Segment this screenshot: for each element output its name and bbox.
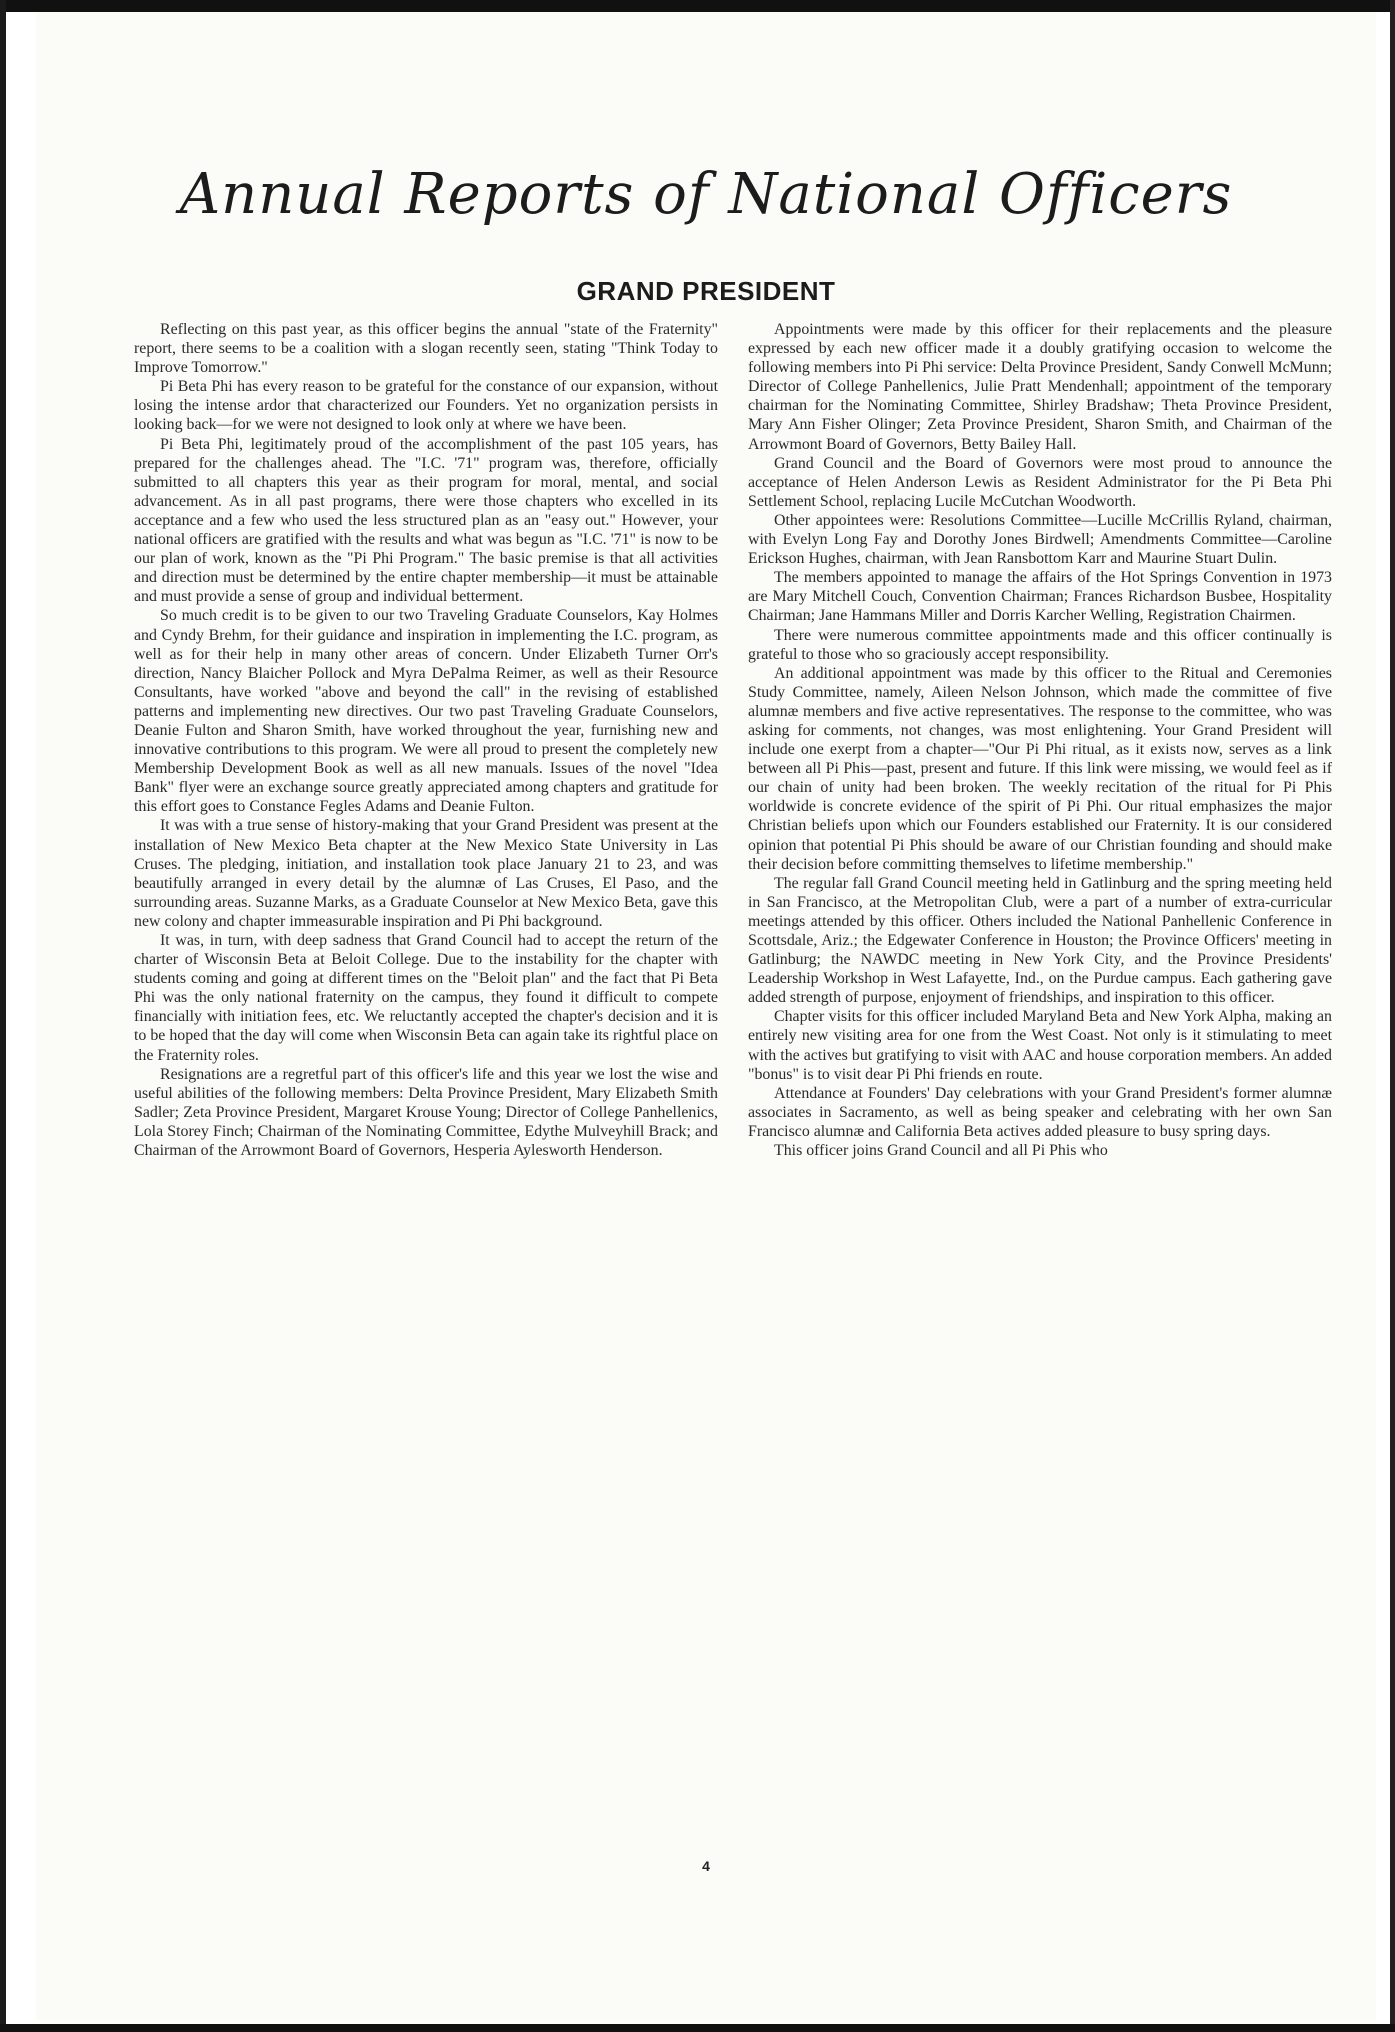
paragraph: Appointments were made by this officer for their replacements and the pleasure expressed by each new officer made it a doubly gratifying occasion to welcome the following members into Pi Phi service: Delta Province President, Sandy Conwell McMunn; Director of College Panhellenics, Julie Pratt Mendenhall; appointment of the temporary chairman for the Nominating Committee, Shirley Bradshaw; Theta Province President, Mary Ann Fisher Olinger; Zeta Province President, Sharon Smith, and Chairman of the Arrowmont Board of Governors, Betty Bailey Hall. [748, 321, 1332, 453]
paragraph: Pi Beta Phi has every reason to be grateful for the constance of our expansion, without losing the intense ardor that characterized our Founders. Yet no organization persists in looking back—for we were not designed to look only at where we have been. [134, 378, 718, 434]
paragraph: There were numerous committee appointments made and this officer continually is grateful to those who so graciously accept responsibility. [748, 626, 1332, 663]
paragraph: The regular fall Grand Council meeting held in Gatlinburg and the spring meeting held in San Francisco, at the Metropolitan Club, were a part of a number of extra-curricular meetings attended by this officer. Others included the National Panhellenic Conference in Scottsdale, Ariz.; the Edgewater Conference in Houston; the Province Officers' meeting in Gatlinburg; the NAWDC meeting in New York City, and the Province Presidents' Leadership Workshop in West Lafayette, Ind., on the Purdue campus. Each gathering gave added strength of purpose, enjoyment of friendships, and inspiration to this officer. [748, 874, 1332, 1007]
paragraph: Pi Beta Phi, legitimately proud of the accomplishment of the past 105 years, has prepared for the challenges ahead. The "I.C. '71" program was, therefore, officially submitted to all chapters this year as their program for moral, mental, and social advancement. As in all past programs, there were those chapters who excelled in its acceptance and a few who used the less structured plan as an "easy out." However, your national officers are gratified with the results and what was begun as "I.C. '71" is now to be our plan of work, known as the "Pi Phi Program." The basic premise is that all activities and direction must be determined by the entire chapter membership—it must be attainable and must provide a sense of group and individual betterment. [134, 435, 718, 606]
paragraph: The members appointed to manage the affairs of the Hot Springs Convention in 1973 are Mary Mitchell Couch, Convention Chairman; Frances Richardson Busbee, Hospitality Chairman; Jane Hammans Miller and Dorris Karcher Welling, Registration Chairmen. [748, 569, 1332, 625]
paragraph: An additional appointment was made by this officer to the Ritual and Ceremonies Study Committee, namely, Aileen Nelson Johnson, which made the committee of five alumnæ members and five active representatives. The response to the committee, who was asking for comments, not changes, was most enlightening. Your Grand President will include one exerpt from a chapter—"Our Pi Phi ritual, as it exists now, serves as a link between all Pi Phis—past, present and future. If this link were missing, we would feel as if our chain of unity had been broken. The weekly recitation of the ritual for Pi Phis worldwide is concrete evidence of the spirit of Pi Phi. Our ritual emphasizes the major Christian beliefs upon which our Founders established our Fraternity. It is our considered opinion that potential Pi Phis should be aware of our Christian founding and should make their decision before committing themselves to lifetime membership." [748, 664, 1332, 873]
scan-border-left [0, 0, 6, 2032]
scan-border-bottom [0, 2024, 1395, 2032]
section-heading: GRAND PRESIDENT [576, 276, 836, 306]
left-column [134, 320, 718, 1850]
paragraph: Chapter visits for this officer included Maryland Beta and New York Alpha, making an entirely new visiting area for one from the West Coast. Not only is it stimulating to meet with the actives but gratifying to visit with AAC and house corporation members. An added "bonus" is to visit dear Pi Phi friends en route. [748, 1008, 1332, 1083]
document-page [36, 12, 1376, 2020]
paragraph: This officer joins Grand Council and all Pi Phis who [774, 1142, 1108, 1160]
paragraph: So much credit is to be given to our two Traveling Graduate Counselors, Kay Holmes and Cyndy Brehm, for their guidance and inspiration in implementing the I.C. program, as well as for their help in many other areas of concern. Under Elizabeth Turner Orr's direction, Nancy Blaicher Pollock and Myra DePalma Reimer, as well as their Resource Consultants, have worked "above and beyond the call" in the revising of established patterns and implementing new directives. Our two past Traveling Graduate Counselors, Deanie Fulton and Sharon Smith, have worked throughout the year, furnishing new and innovative contributions to this program. We were all proud to present the completely new Membership Development Book as well as all new manuals. Issues of the novel "Idea Bank" flyer were an exchange source greatly appreciated among chapters and gratitude for this effort goes to Constance Fegles Adams and Deanie Fulton. [134, 607, 718, 816]
paragraph: It was with a true sense of history-making that your Grand President was present at the installation of New Mexico Beta chapter at the New Mexico State University in Las Cruses. The pledging, initiation, and installation took place January 21 to 23, and was beautifully arranged in every detail by the alumnæ of Las Cruses, El Paso, and the surrounding areas. Suzanne Marks, as a Graduate Counselor at New Mexico Beta, gave this new colony and chapter immeasurable inspiration and Pi Phi background. [134, 817, 718, 930]
paragraph: Reflecting on this past year, as this officer begins the annual "state of the Fraternity" report, there seems to be a coalition with a slogan recently seen, stating "Think Today to Improve Tomorrow." [134, 321, 718, 377]
scan-border-right [1390, 0, 1395, 2032]
paragraph: Attendance at Founders' Day celebrations with your Grand President's former alumnæ associates in Sacramento, as well as being speaker and celebrating with her own San Francisco alumnæ and California Beta actives added pleasure to busy spring days. [748, 1084, 1332, 1140]
scan-border-top [0, 0, 1395, 12]
paragraph: Grand Council and the Board of Governors were most proud to announce the acceptance of Helen Anderson Lewis as Resident Administrator for the Pi Beta Phi Settlement School, replacing Lucile McCutchan Woodworth. [748, 454, 1332, 510]
page-title: Annual Reports of National Officers [179, 162, 1233, 227]
paragraph: It was, in turn, with deep sadness that Grand Council had to accept the return of the charter of Wisconsin Beta at Beloit College. Due to the instability for the chapter with students coming and going at different times on the "Beloit plan" and the fact that Pi Beta Phi was the only national fraternity on the campus, they found it difficult to compete financially with initiation fees, etc. We reluctantly accepted the chapter's decision and it is to be hoped that the day will come when Wisconsin Beta can again take its rightful place on the Fraternity roles. [134, 932, 718, 1064]
paragraph: Other appointees were: Resolutions Committee—Lucille McCrillis Ryland, chairman, with Evelyn Long Fay and Dorothy Jones Birdwell; Amendments Committee—Caroline Erickson Hughes, chairman, with Jean Ransbottom Karr and Maurine Stuart Dulin. [748, 511, 1332, 568]
paragraph: Resignations are a regretful part of this officer's life and this year we lost the wise and useful abilities of the following members: Delta Province President, Mary Elizabeth Smith Sadler; Zeta Province President, Margaret Krouse Young; Director of College Panhellenics, Lola Storey Finch; Chairman of the Nominating Committee, Edythe Mulveyhill Brack; and Chairman of the Arrowmont Board of Governors, Hesperia Aylesworth Henderson. [134, 1065, 718, 1160]
right-column [748, 320, 1332, 1850]
page-number: 4 [702, 1858, 710, 1874]
